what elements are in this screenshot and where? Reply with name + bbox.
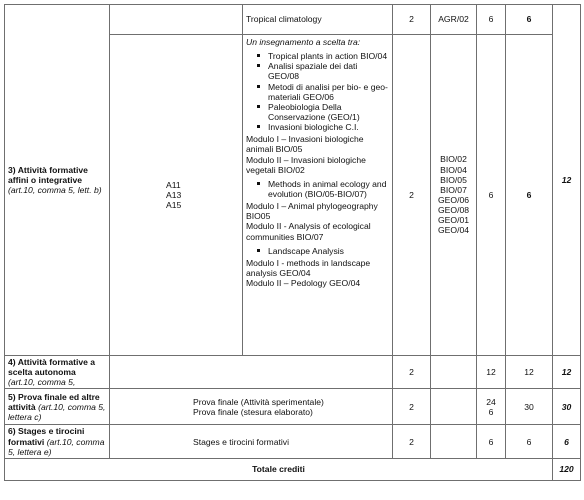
course-module: Modulo I – Animal phylogeography BIO05	[246, 201, 378, 222]
course-bullet-list	[246, 179, 389, 199]
course-module: Modulo I - methods in landscape analysis GEO/04	[246, 257, 371, 278]
activity-note: (art.10, comma 5, lett. b)	[8, 185, 102, 196]
ssd-item: GEO/06	[437, 195, 470, 205]
course-option: Tropical plants in action BIO/04	[246, 51, 389, 61]
table-row-stages	[5, 425, 581, 458]
total-cell: 12	[506, 356, 553, 389]
course-cell	[110, 389, 393, 425]
hours-cell: 6	[477, 425, 506, 458]
hours-cell: 6	[477, 35, 506, 356]
course-module: Modulo II – Pedology GEO/04	[246, 278, 361, 289]
course-cell: Stages e tirocini formativi	[110, 425, 393, 458]
course-list	[246, 51, 389, 288]
code-cell	[110, 5, 243, 35]
ssd-item: BIO/07	[440, 184, 467, 195]
activity-title: 3) Attività formative affini o integrative	[8, 164, 88, 185]
hours-cell: 12	[477, 356, 506, 389]
course-module: Modulo II – Invasioni biologiche vegetali BIO/02	[246, 154, 366, 175]
credits-cell: 30	[553, 389, 581, 425]
activity-note: (art.10, comma 5, lettera e)	[8, 436, 105, 457]
course-option: Paleobiologia Della Conservazione (GEO/1)	[246, 102, 389, 122]
hours-cell: 6	[477, 5, 506, 35]
hours-cell	[477, 389, 506, 425]
activity-note: (art.10, comma 5,	[8, 377, 76, 388]
activity-cell-affini	[5, 5, 110, 356]
ssd-cell	[431, 356, 477, 389]
activity-cell-prova	[5, 389, 110, 425]
activity-title: 5) Prova finale ed altre attività	[8, 391, 100, 412]
course-bullet-list	[246, 246, 389, 256]
table-row-prova	[5, 389, 581, 425]
code-cell	[110, 35, 243, 356]
ssd-item: GEO/08	[437, 205, 470, 216]
course-cell	[110, 356, 393, 389]
cfu-cell: 2	[393, 425, 431, 458]
activity-title: 4) Attività formative a scelta autonoma	[8, 357, 96, 378]
credits-table	[4, 4, 581, 481]
activity-cell-stages	[5, 425, 110, 458]
ssd-item: GEO/01	[437, 215, 470, 226]
course-list-cell	[243, 35, 393, 356]
cfu-cell: 2	[393, 5, 431, 35]
activity-title: 6) Stages e tirocini formativi	[8, 426, 85, 447]
ssd-cell	[431, 425, 477, 458]
course-bullet-list	[246, 51, 389, 132]
course-line: Prova finale (stesura elaborato)	[193, 406, 313, 417]
ssd-cell: AGR/02	[431, 5, 477, 35]
cfu-cell: 2	[393, 35, 431, 356]
course-module: Modulo I – Invasioni biologiche animali BIO/05	[246, 134, 364, 155]
course-option: Invasioni biologiche C.I.	[246, 122, 389, 132]
credits-cell: 12	[553, 5, 581, 356]
table-row-autonoma	[5, 356, 581, 389]
course-cell: Tropical climatology	[243, 5, 393, 35]
total-cell: 6	[506, 35, 553, 356]
activity-cell-autonoma	[5, 356, 110, 389]
table-row-totale	[5, 458, 581, 480]
total-cell: 6	[506, 5, 553, 35]
credits-cell: 6	[553, 425, 581, 458]
code-a15: A15	[166, 200, 182, 211]
ssd-list-cell	[431, 35, 477, 356]
credits-cell: 12	[553, 356, 581, 389]
ssd-cell	[431, 389, 477, 425]
hours-line: 24	[486, 396, 496, 407]
course-option: Metodi di analisi per bio- e geo-materiali GEO/06	[246, 82, 389, 102]
cfu-cell: 2	[393, 356, 431, 389]
ssd-item: BIO/04	[440, 164, 467, 175]
ssd-item: GEO/04	[437, 225, 470, 236]
total-cell: 30	[506, 389, 553, 425]
activity-note: (art.10, comma 5, lettera c)	[8, 401, 106, 422]
total-cell: 6	[506, 425, 553, 458]
table-row-climatology	[5, 5, 581, 35]
course-option: Methods in animal ecology and evolution (BIO/05-BIO/07)	[246, 179, 389, 199]
course-module: Modulo II - Analysis of ecological communities BIO/07	[246, 221, 371, 242]
hours-line: 6	[488, 406, 494, 417]
total-label: Totale crediti	[5, 458, 553, 480]
code-a13: A13	[166, 189, 182, 200]
ssd-item: BIO/02	[440, 154, 467, 165]
course-option: Landscape Analysis	[246, 246, 389, 256]
course-line: Prova finale (Attività sperimentale)	[193, 396, 324, 407]
ssd-item: BIO/05	[440, 174, 467, 185]
code-a11: A11	[166, 179, 181, 190]
course-list-intro: Un insegnamento a scelta tra:	[246, 37, 361, 47]
course-option: Analisi spaziale dei dati GEO/08	[246, 61, 389, 81]
total-value: 120	[553, 458, 581, 480]
cfu-cell: 2	[393, 389, 431, 425]
